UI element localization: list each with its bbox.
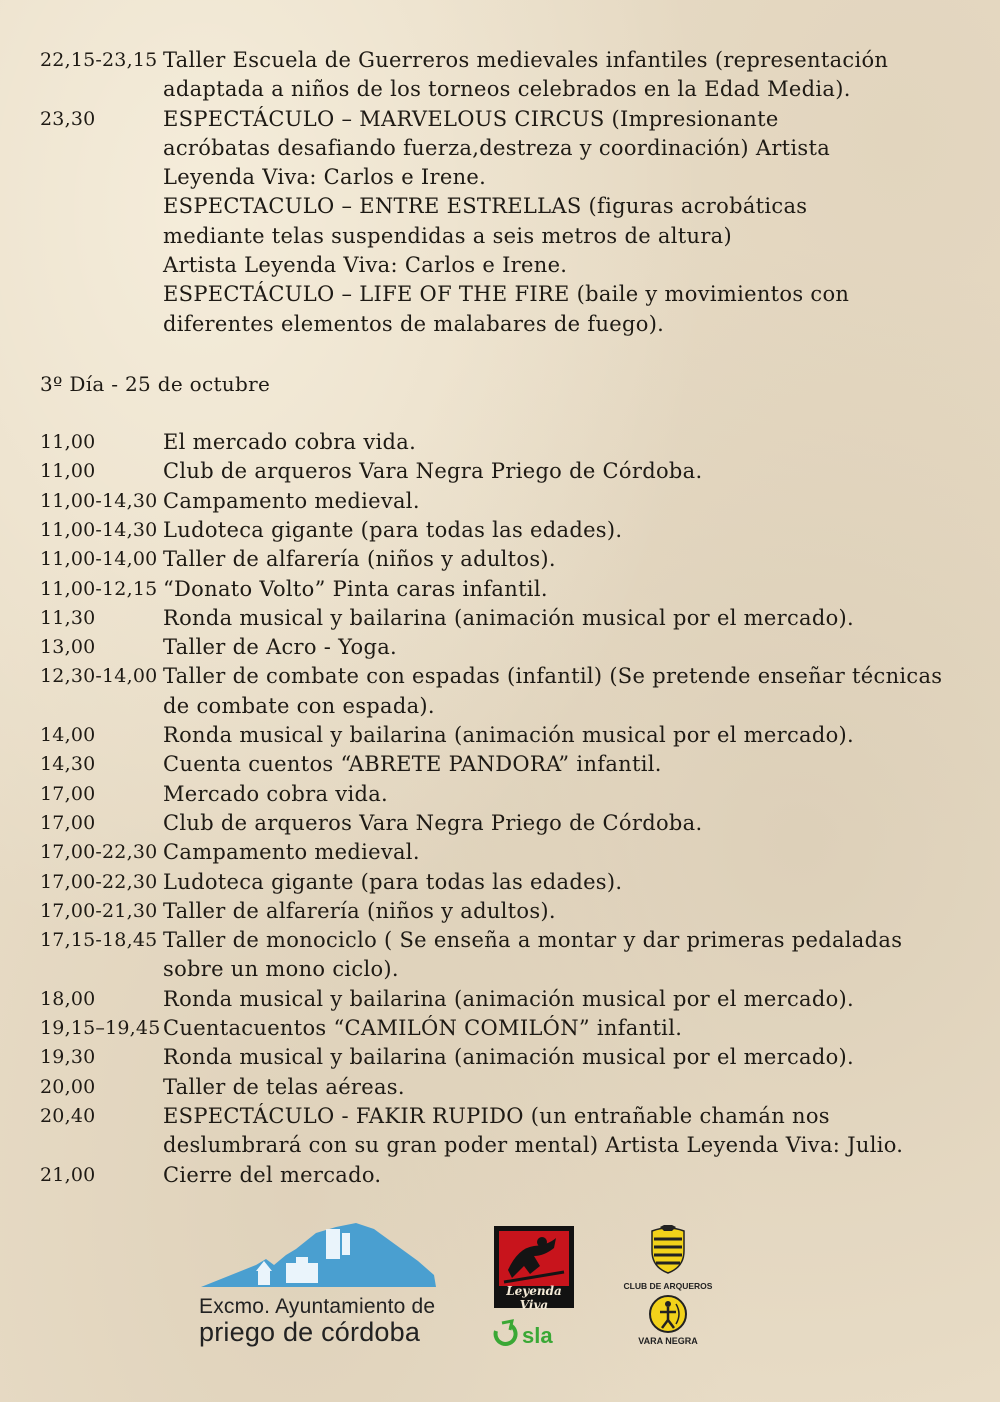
description-line: adaptada a niños de los torneos celebrados en la Edad Media). xyxy=(163,77,851,102)
schedule-row xyxy=(0,897,1000,926)
description-line: ESPECTACULO – ENTRE ESTRELLAS (figuras acrobáticas xyxy=(163,194,808,219)
schedule-row xyxy=(0,780,1000,809)
club-shield-icon xyxy=(646,1225,690,1275)
schedule-description xyxy=(163,604,953,633)
schedule-row xyxy=(0,1161,1000,1190)
schedule-description xyxy=(163,662,953,721)
description-line: Taller Escuela de Guerreros medievales infantiles (representación xyxy=(163,48,889,72)
description-line: Ronda musical y bailarina (animación musical por el mercado). xyxy=(163,1045,854,1070)
schedule-row xyxy=(0,838,1000,867)
description-line: deslumbrará con su gran poder mental) Artista Leyenda Viva: Julio. xyxy=(163,1133,904,1158)
description-line: Taller de combate con espadas (infantil) (Se pretende enseñar técnicas xyxy=(163,664,943,689)
schedule-description xyxy=(163,809,953,838)
schedule-row xyxy=(0,1073,1000,1102)
schedule-time: 23,30 xyxy=(40,107,96,130)
schedule-row xyxy=(0,487,1000,516)
schedule-row xyxy=(0,809,1000,838)
schedule-time: 11,00 xyxy=(40,431,96,453)
schedule-description xyxy=(163,457,953,486)
description-line: Campamento medieval. xyxy=(163,840,420,865)
schedule-row xyxy=(0,457,1000,486)
description-line: Ronda musical y bailarina (animación musical por el mercado). xyxy=(163,723,854,747)
description-line: Mercado cobra vida. xyxy=(163,781,389,806)
description-line: ESPECTÁCULO – MARVELOUS CIRCUS (Impresionante xyxy=(163,106,779,131)
schedule-description xyxy=(163,1161,953,1190)
schedule-time: 19,15–19,45 xyxy=(40,1017,161,1039)
schedule-row xyxy=(0,545,1000,574)
schedule-description xyxy=(163,838,953,867)
description-line: Club de arqueros Vara Negra Priego de Córdoba. xyxy=(163,459,703,484)
schedule-time: 11,00-14,00 xyxy=(40,548,158,571)
schedule-time: 18,00 xyxy=(40,987,96,1010)
schedule-description xyxy=(163,46,953,105)
schedule-row xyxy=(0,428,1000,457)
schedule-time: 17,00-22,30 xyxy=(40,841,158,864)
schedule-time: 17,15-18,45 xyxy=(40,929,158,952)
description-line: El mercado cobra vida. xyxy=(163,430,417,454)
description-line: Taller de alfarería (niños y adultos). xyxy=(163,547,556,572)
schedule-row xyxy=(0,575,1000,604)
schedule-description xyxy=(163,926,953,985)
schedule-time: 11,00-12,15 xyxy=(40,577,158,600)
schedule-row xyxy=(0,46,1000,105)
description-line: Taller de telas aéreas. xyxy=(163,1074,405,1099)
description-line: Club de arqueros Vara Negra Priego de Córdoba. xyxy=(163,810,703,835)
schedule-time: 12,30-14,00 xyxy=(40,665,158,688)
schedule-time: 17,00 xyxy=(40,811,96,834)
description-line: Campamento medieval. xyxy=(163,488,420,513)
description-line: Ludoteca gigante (para todas las edades). xyxy=(163,517,623,542)
description-line: Cuentacuentos “CAMILÓN COMILÓN” infantil. xyxy=(163,1016,683,1040)
schedule-time: 11,30 xyxy=(40,606,96,629)
description-line: ESPECTÁCULO – LIFE OF THE FIRE (baile y movimientos con xyxy=(163,282,850,307)
description-line: ESPECTÁCULO - FAKIR RUPIDO (un entrañable chamán nos xyxy=(163,1103,830,1128)
schedule-time: 14,00 xyxy=(40,724,96,746)
schedule-description xyxy=(163,575,953,604)
schedule-description xyxy=(163,487,953,516)
schedule-description xyxy=(163,633,953,662)
schedule-time: 14,30 xyxy=(40,753,96,776)
schedule-time: 17,00 xyxy=(40,782,96,805)
description-line: Taller de Acro - Yoga. xyxy=(163,635,397,660)
schedule-time: 20,40 xyxy=(40,1104,96,1127)
schedule-time: 17,00-22,30 xyxy=(40,870,158,893)
sponsor-logos xyxy=(0,1215,1000,1365)
schedule-time: 11,00-14,30 xyxy=(40,518,158,541)
schedule-time: 20,00 xyxy=(40,1075,96,1098)
ayuntamiento-line1: Excmo. Ayuntamiento de xyxy=(199,1295,436,1318)
description-line: Ludoteca gigante (para todas las edades). xyxy=(163,869,623,894)
description-line: “Donato Volto” Pinta caras infantil. xyxy=(163,576,548,601)
schedule-time: 17,00-21,30 xyxy=(40,899,158,922)
sla-text: sla xyxy=(522,1323,553,1348)
description-line: Ronda musical y bailarina (animación musical por el mercado). xyxy=(163,605,854,630)
description-line: acróbatas desafiando fuerza,destreza y coordinación) Artista xyxy=(163,135,831,160)
schedule-description xyxy=(163,1043,953,1072)
schedule-description xyxy=(163,750,953,779)
leyenda-viva-text: Leyenda Viva xyxy=(506,1284,562,1312)
club-name-top: CLUB DE ARQUEROS xyxy=(623,1281,713,1291)
schedule-description xyxy=(163,780,953,809)
schedule-row xyxy=(0,926,1000,985)
schedule-description xyxy=(163,105,953,339)
description-line: Leyenda Viva: Carlos e Irene. xyxy=(163,165,487,190)
schedule-time: 11,00-14,30 xyxy=(40,489,158,512)
schedule-row xyxy=(0,868,1000,897)
description-line: de combate con espada). xyxy=(163,693,435,718)
description-line: Cierre del mercado. xyxy=(163,1162,382,1187)
sla-logo-icon xyxy=(490,1317,585,1351)
schedule-time: 19,30 xyxy=(40,1046,96,1069)
schedule-row xyxy=(0,985,1000,1014)
schedule-description xyxy=(163,545,953,574)
schedule-row xyxy=(0,105,1000,339)
description-line: sobre un mono ciclo). xyxy=(163,957,399,982)
description-line: Taller de monociclo ( Se enseña a montar y dar primeras pedaladas xyxy=(163,928,903,953)
club-name-bottom: VARA NEGRA xyxy=(638,1336,698,1346)
schedule-row xyxy=(0,750,1000,779)
schedule-description xyxy=(163,897,953,926)
schedule-description xyxy=(163,868,953,897)
description-line: Taller de alfarería (niños y adultos). xyxy=(163,898,556,923)
day-heading: 3º Día - 25 de octubre xyxy=(40,372,271,396)
schedule-description xyxy=(163,1073,953,1102)
schedule-time: 21,00 xyxy=(40,1163,96,1186)
schedule-description xyxy=(163,721,953,750)
description-line: Cuenta cuentos “ABRETE PANDORA” infantil. xyxy=(163,752,662,777)
schedule-description xyxy=(163,516,953,545)
schedule-row xyxy=(0,516,1000,545)
schedule-row xyxy=(0,633,1000,662)
schedule-time: 11,00 xyxy=(40,460,96,483)
schedule-row xyxy=(0,604,1000,633)
description-line: mediante telas suspendidas a seis metros de altura) xyxy=(163,223,732,248)
description-line: diferentes elementos de malabares de fuego). xyxy=(163,311,665,336)
schedule-row xyxy=(0,721,1000,750)
archer-emblem-icon xyxy=(648,1294,688,1334)
schedule-row xyxy=(0,1102,1000,1161)
schedule-time: 13,00 xyxy=(40,636,96,659)
description-line: Ronda musical y bailarina (animación musical por el mercado). xyxy=(163,986,854,1011)
schedule-time: 22,15-23,15 xyxy=(40,49,158,71)
description-line: Artista Leyenda Viva: Carlos e Irene. xyxy=(163,253,568,278)
schedule-row xyxy=(0,1014,1000,1043)
schedule-row xyxy=(0,1043,1000,1072)
ayuntamiento-line2: priego de córdoba xyxy=(199,1317,421,1347)
schedule-description xyxy=(163,1014,953,1043)
schedule-row xyxy=(0,662,1000,721)
schedule-description xyxy=(163,428,953,457)
schedule-description xyxy=(163,985,953,1014)
schedule-description xyxy=(163,1102,953,1161)
